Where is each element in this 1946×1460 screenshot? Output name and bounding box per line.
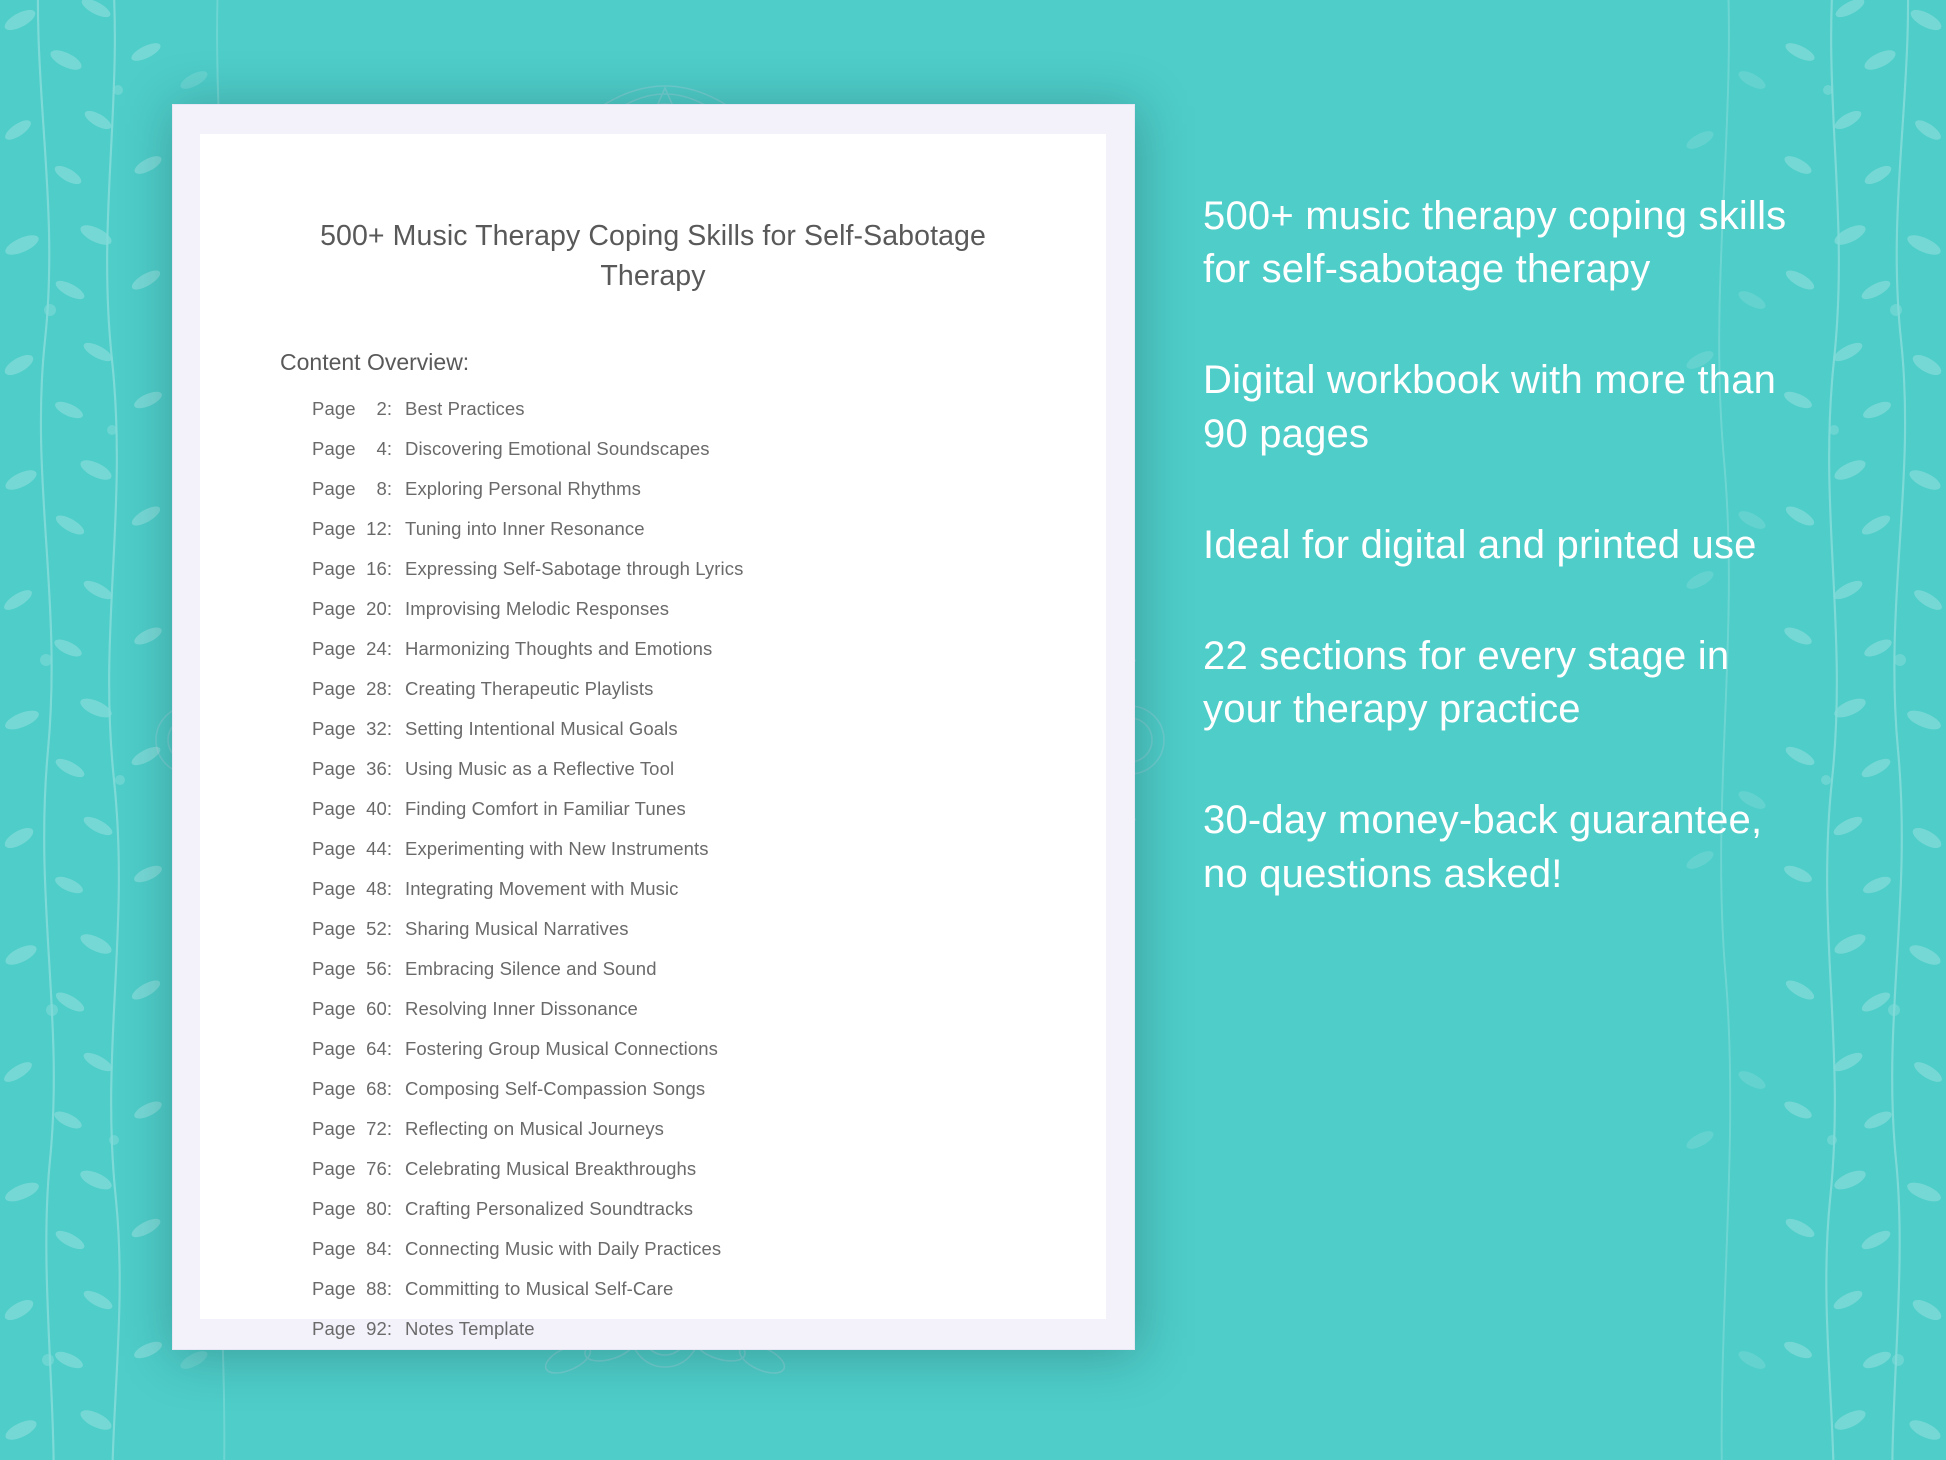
toc-entry-title: Harmonizing Thoughts and Emotions	[405, 637, 713, 659]
list-item	[312, 1197, 1044, 1219]
toc-page-number: Page 72:	[312, 1117, 393, 1139]
list-item	[312, 997, 1044, 1019]
toc-page-number: Page 60:	[312, 997, 393, 1019]
toc-entry-title: Crafting Personalized Soundtracks	[405, 1197, 694, 1219]
list-item	[312, 917, 1044, 939]
page-title: 500+ Music Therapy Coping Skills for Self-Sabotage Therapy	[320, 220, 986, 293]
toc-page-number: Page 16:	[312, 557, 393, 579]
toc-page-number: Page 48:	[312, 877, 393, 899]
toc-page-number: Page 4:	[312, 437, 393, 459]
list-item	[312, 1077, 1044, 1099]
toc-page-number: Page 52:	[312, 917, 393, 939]
toc-entry-title: Composing Self-Compassion Songs	[405, 1077, 706, 1099]
toc-page-number: Page 68:	[312, 1077, 393, 1099]
toc-entry-title: Discovering Emotional Soundscapes	[405, 437, 710, 459]
toc-page-number: Page 24:	[312, 637, 393, 659]
list-item	[312, 957, 1044, 979]
toc-entry-title: Finding Comfort in Familiar Tunes	[405, 797, 686, 819]
toc-entry-title: Committing to Musical Self-Care	[405, 1277, 674, 1299]
list-item	[312, 1157, 1044, 1179]
list-item	[312, 797, 1044, 819]
content-overview-label: Content Overview:	[280, 348, 470, 375]
list-item	[312, 517, 1044, 539]
toc-entry-title: Experimenting with New Instruments	[405, 837, 709, 859]
toc-page-number: Page 12:	[312, 517, 393, 539]
toc-entry-title: Exploring Personal Rhythms	[405, 477, 642, 499]
marketing-copy	[1203, 190, 1803, 901]
toc-page-number: Page 80:	[312, 1197, 393, 1219]
list-item	[312, 837, 1044, 859]
list-item	[312, 557, 1044, 579]
toc-entry-title: Integrating Movement with Music	[405, 877, 679, 899]
toc-entry-title: Reflecting on Musical Journeys	[405, 1117, 665, 1139]
list-item	[312, 1237, 1044, 1259]
toc-entry-title: Sharing Musical Narratives	[405, 917, 629, 939]
toc-page-number: Page 20:	[312, 597, 393, 619]
list-item	[312, 1117, 1044, 1139]
toc-entry-title: Notes Template	[405, 1317, 535, 1339]
toc-page-number: Page 8:	[312, 477, 393, 499]
toc-entry-title: Setting Intentional Musical Goals	[405, 717, 678, 739]
list-item	[312, 677, 1044, 699]
toc-entry-title: Creating Therapeutic Playlists	[405, 677, 654, 699]
document-content	[200, 134, 1106, 1339]
list-item	[312, 437, 1044, 459]
toc-entry-title: Celebrating Musical Breakthroughs	[405, 1157, 697, 1179]
toc-entry-title: Expressing Self-Sabotage through Lyrics	[405, 557, 744, 579]
toc-entry-title: Using Music as a Reflective Tool	[405, 757, 675, 779]
toc-page-number: Page 88:	[312, 1277, 393, 1299]
list-item	[312, 1317, 1044, 1339]
toc-page-number: Page 28:	[312, 677, 393, 699]
toc-page-number: Page 44:	[312, 837, 393, 859]
list-item	[312, 637, 1044, 659]
toc-page-number: Page 40:	[312, 797, 393, 819]
marketing-line: Digital workbook with more than 90 pages	[1203, 358, 1777, 456]
botanical-border-left-icon	[0, 0, 170, 1460]
toc-page-number: Page 2:	[312, 397, 393, 419]
list-item	[312, 877, 1044, 899]
marketing-line: Ideal for digital and printed use	[1203, 522, 1757, 567]
toc-page-number: Page 84:	[312, 1237, 393, 1259]
toc-page-number: Page 92:	[312, 1317, 393, 1339]
toc-entry-title: Tuning into Inner Resonance	[405, 517, 645, 539]
list-item	[312, 757, 1044, 779]
table-of-contents	[312, 397, 1044, 1339]
marketing-line: 22 sections for every stage in your therapy practice	[1203, 633, 1730, 732]
list-item	[312, 397, 1044, 419]
list-item	[312, 1277, 1044, 1299]
list-item	[312, 1037, 1044, 1059]
toc-entry-title: Best Practices	[405, 397, 525, 419]
list-item	[312, 717, 1044, 739]
toc-page-number: Page 56:	[312, 957, 393, 979]
toc-entry-title: Embracing Silence and Sound	[405, 957, 657, 979]
toc-page-number: Page 76:	[312, 1157, 393, 1179]
toc-page-number: Page 32:	[312, 717, 393, 739]
toc-page-number: Page 36:	[312, 757, 393, 779]
list-item	[312, 597, 1044, 619]
list-item	[312, 477, 1044, 499]
toc-page-number: Page 64:	[312, 1037, 393, 1059]
toc-entry-title: Fostering Group Musical Connections	[405, 1037, 719, 1059]
marketing-line: 500+ music therapy coping skills for self-sabotage therapy	[1203, 194, 1787, 292]
marketing-line: 30-day money-back guarantee, no questions asked!	[1203, 798, 1763, 896]
toc-entry-title: Connecting Music with Daily Practices	[405, 1237, 722, 1259]
toc-entry-title: Resolving Inner Dissonance	[405, 997, 638, 1019]
toc-entry-title: Improvising Melodic Responses	[405, 597, 670, 619]
